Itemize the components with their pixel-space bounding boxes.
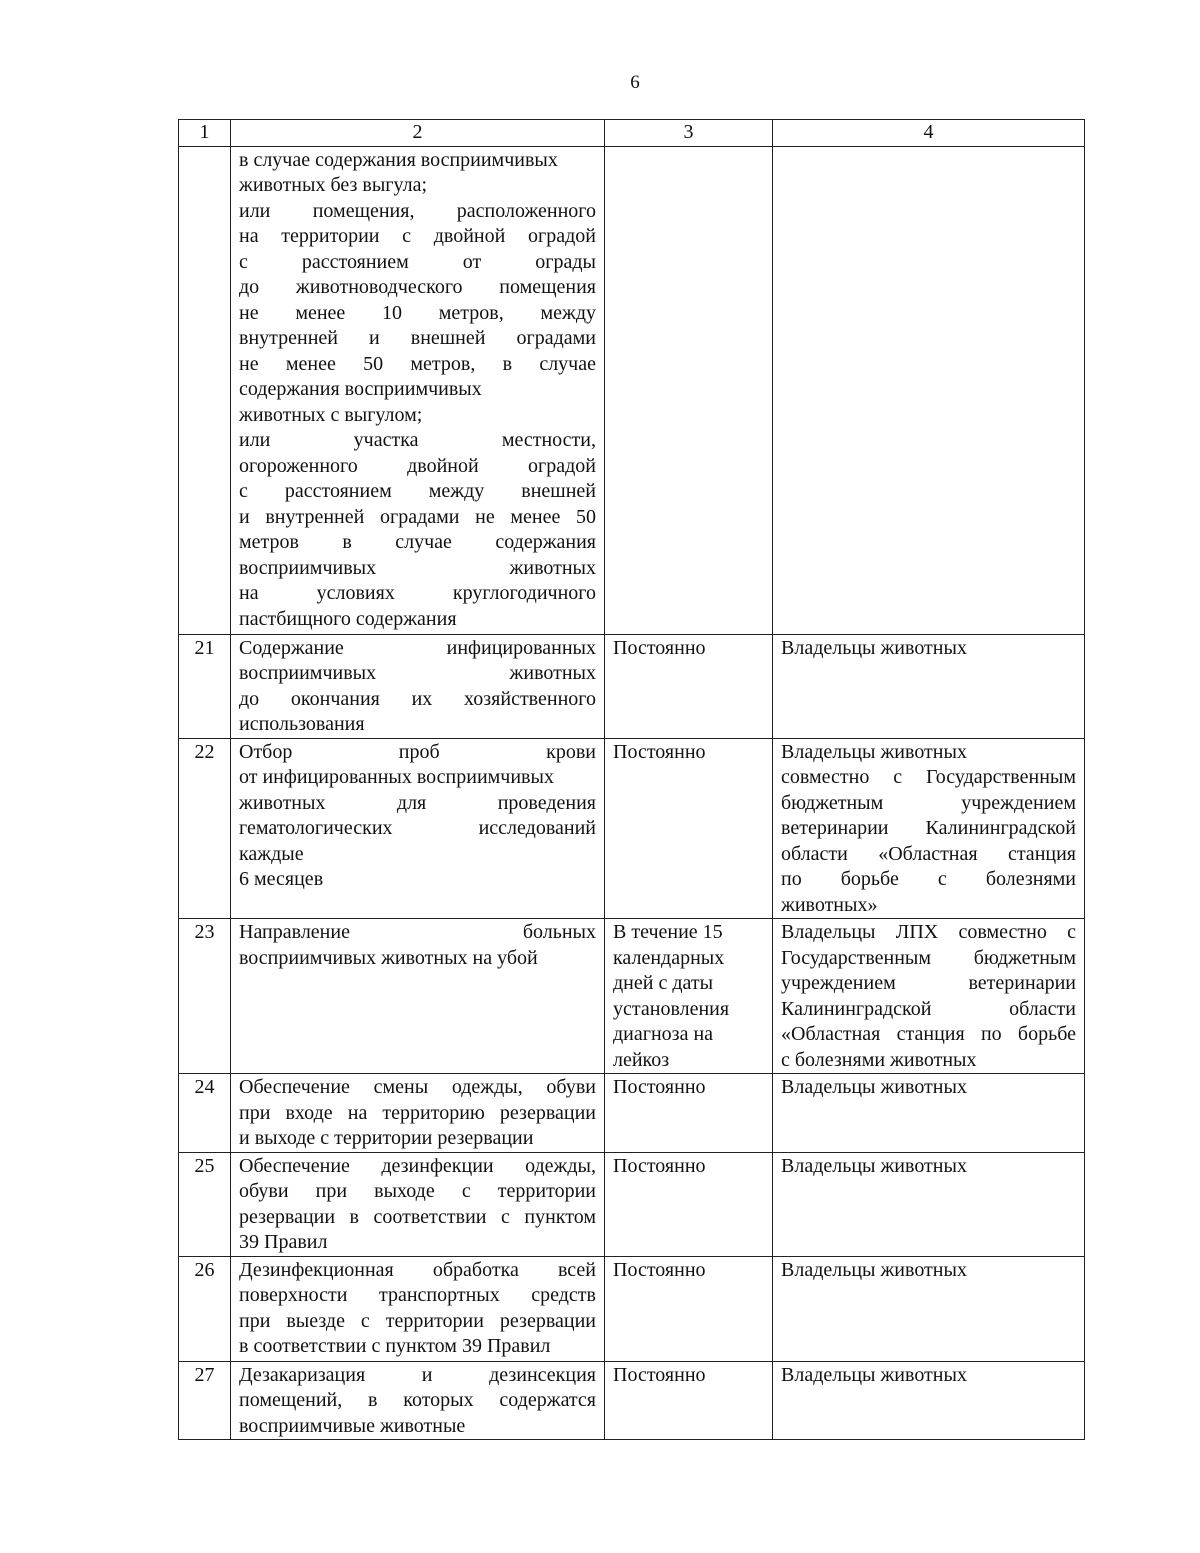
cell-text-line: Калининградской области	[781, 997, 1076, 1020]
cell-text-line: Дезинфекционная обработка всей	[239, 1258, 596, 1281]
table-row	[179, 1074, 1085, 1153]
cell-text-line: от инфицированных восприимчивых	[239, 766, 554, 788]
responsible-cell	[773, 919, 1085, 1074]
cell-text-line: животных без выгула;	[239, 174, 427, 196]
cell-text-line: пастбищного содержания	[239, 607, 457, 630]
cell-text-line: восприимчивых животных	[239, 662, 596, 684]
row-number: 27	[179, 1361, 231, 1440]
responsible-cell	[773, 634, 1085, 738]
page-number: 6	[630, 72, 640, 93]
num-cell	[179, 146, 231, 634]
cell-text-line: метров в случае содержания	[239, 531, 596, 553]
responsible-cell	[773, 1074, 1085, 1153]
cell-text-line: огороженного двойной оградой	[239, 454, 596, 477]
cell-text-line: Постоянно	[613, 1258, 706, 1281]
row-number: 24	[179, 1074, 231, 1153]
cell-text-line: в случае содержания восприимчивых	[239, 148, 558, 171]
table-row	[179, 1361, 1085, 1440]
cell-text-line: Постоянно	[613, 636, 706, 659]
cell-text-line: Владельцы животных	[781, 1076, 967, 1098]
cell-text-line: Обеспечение дезинфекции одежды,	[239, 1154, 596, 1177]
cell-text-line: обуви при выходе с территории	[239, 1180, 596, 1202]
measure-cell	[231, 146, 605, 634]
cell-text-line: лейкоз	[613, 1048, 670, 1071]
responsible-cell	[773, 146, 1085, 634]
cell-text-line: использования	[239, 713, 365, 735]
cell-text-line: совместно с Государственным	[781, 766, 1076, 788]
cell-text-line: области «Областная станция	[781, 842, 1076, 865]
cell-text-line: при входе на территорию резервации	[239, 1101, 596, 1124]
row-number: 22	[179, 738, 231, 919]
cell-text-line: учреждением ветеринарии	[781, 972, 1076, 994]
cell-text-line: и выходе с территории резервации	[239, 1127, 534, 1149]
cell-text-line: дней с даты	[613, 972, 714, 994]
cell-text-line: Владельцы животных	[781, 1154, 967, 1177]
cell-text-line: Отбор проб крови	[239, 740, 596, 763]
measure-cell	[231, 634, 605, 738]
term-cell	[605, 1361, 773, 1440]
table-row	[179, 1152, 1085, 1256]
cell-text-line: резервации в соответствии с пунктом	[239, 1205, 596, 1228]
cell-text-line: «Областная станция по борьбе	[781, 1023, 1076, 1045]
responsible-cell	[773, 738, 1085, 919]
cell-text-line: 6 месяцев	[239, 868, 324, 890]
term-cell	[605, 738, 773, 919]
cell-text-line: по борьбе с болезнями	[781, 868, 1076, 890]
cell-text-line: животных для проведения	[239, 791, 596, 814]
cell-text-line: животных»	[781, 893, 878, 916]
cell-text-line: Постоянно	[613, 740, 706, 763]
cell-text-line: восприимчивых животных	[239, 556, 596, 579]
table-row	[179, 738, 1085, 919]
measure-cell	[231, 1074, 605, 1153]
cell-text-line: В течение 15	[613, 921, 723, 943]
table-header-row	[179, 120, 1085, 147]
cell-text-line: и внутренней оградами не менее 50	[239, 505, 596, 528]
cell-text-line: Владельцы животных	[781, 636, 967, 659]
cell-text-line: Постоянно	[613, 1363, 706, 1386]
cell-text-line: восприимчивые животные	[239, 1414, 466, 1437]
cell-text-line: животных с выгулом;	[239, 403, 423, 426]
cell-text-line: поверхности транспортных средств	[239, 1284, 596, 1306]
measures-table	[178, 119, 1085, 1440]
cell-text-line: Дезакаризация и дезинсекция	[239, 1363, 596, 1386]
cell-text-line: восприимчивых животных на убой	[239, 946, 538, 969]
cell-text-line: бюджетным учреждением	[781, 791, 1076, 814]
term-cell	[605, 919, 773, 1074]
column-header: 3	[605, 120, 773, 147]
table-row	[179, 634, 1085, 738]
cell-text-line: помещений, в которых содержатся	[239, 1389, 596, 1411]
measure-cell	[231, 919, 605, 1074]
column-header: 2	[231, 120, 605, 147]
measure-cell	[231, 1256, 605, 1361]
responsible-cell	[773, 1152, 1085, 1256]
cell-text-line: гематологических исследований	[239, 817, 596, 839]
cell-text-line: Владельцы ЛПХ совместно с	[781, 921, 1076, 943]
cell-text-line: Владельцы животных	[781, 740, 967, 763]
cell-text-line: календарных	[613, 946, 725, 969]
column-header: 4	[773, 120, 1085, 147]
table-row	[179, 1256, 1085, 1361]
cell-text-line: внутренней и внешней оградами	[239, 327, 596, 349]
cell-text-line: Владельцы животных	[781, 1258, 967, 1281]
cell-text-line: Государственным бюджетным	[781, 946, 1076, 969]
cell-text-line: не менее 10 метров, между	[239, 301, 596, 324]
cell-text-line: не менее 50 метров, в случае	[239, 352, 596, 375]
cell-text-line: Направление больных	[239, 921, 596, 943]
responsible-cell	[773, 1256, 1085, 1361]
row-number: 23	[179, 919, 231, 1074]
cell-text-line: с расстоянием между внешней	[239, 480, 596, 502]
term-cell	[605, 1074, 773, 1153]
row-number: 21	[179, 634, 231, 738]
cell-text-line: с расстоянием от ограды	[239, 250, 596, 273]
cell-text-line: до окончания их хозяйственного	[239, 687, 596, 710]
cell-text-line: при выезде с территории резервации	[239, 1309, 596, 1332]
cell-text-line: Обеспечение смены одежды, обуви	[239, 1076, 596, 1098]
measure-cell	[231, 1152, 605, 1256]
term-cell	[605, 1256, 773, 1361]
table-row-continuation	[179, 146, 1085, 634]
responsible-cell	[773, 1361, 1085, 1440]
term-cell	[605, 634, 773, 738]
cell-text-line: Владельцы животных	[781, 1363, 967, 1386]
cell-text-line: диагноза на	[613, 1023, 714, 1045]
measure-cell	[231, 738, 605, 919]
cell-text-line: 39 Правил	[239, 1231, 328, 1253]
row-number: 25	[179, 1152, 231, 1256]
cell-text-line: содержания восприимчивых	[239, 378, 482, 400]
cell-text-line: в соответствии с пунктом 39 Правил	[239, 1335, 551, 1357]
cell-text-line: или помещения, расположенного	[239, 199, 596, 222]
cell-text-line: установления	[613, 997, 730, 1020]
term-cell	[605, 1152, 773, 1256]
cell-text-line: на территории с двойной оградой	[239, 225, 596, 247]
row-number: 26	[179, 1256, 231, 1361]
term-cell	[605, 146, 773, 634]
column-header: 1	[179, 120, 231, 147]
cell-text-line: Постоянно	[613, 1154, 706, 1177]
cell-text-line: на условиях круглогодичного	[239, 582, 596, 604]
cell-text-line: каждые	[239, 842, 304, 865]
cell-text-line: с болезнями животных	[781, 1048, 977, 1071]
cell-text-line: или участка местности,	[239, 429, 596, 451]
table-row	[179, 919, 1085, 1074]
cell-text-line: Постоянно	[613, 1076, 706, 1098]
cell-text-line: Содержание инфицированных	[239, 636, 596, 659]
measure-cell	[231, 1361, 605, 1440]
cell-text-line: ветеринарии Калининградской	[781, 817, 1076, 839]
cell-text-line: до животноводческого помещения	[239, 276, 596, 298]
